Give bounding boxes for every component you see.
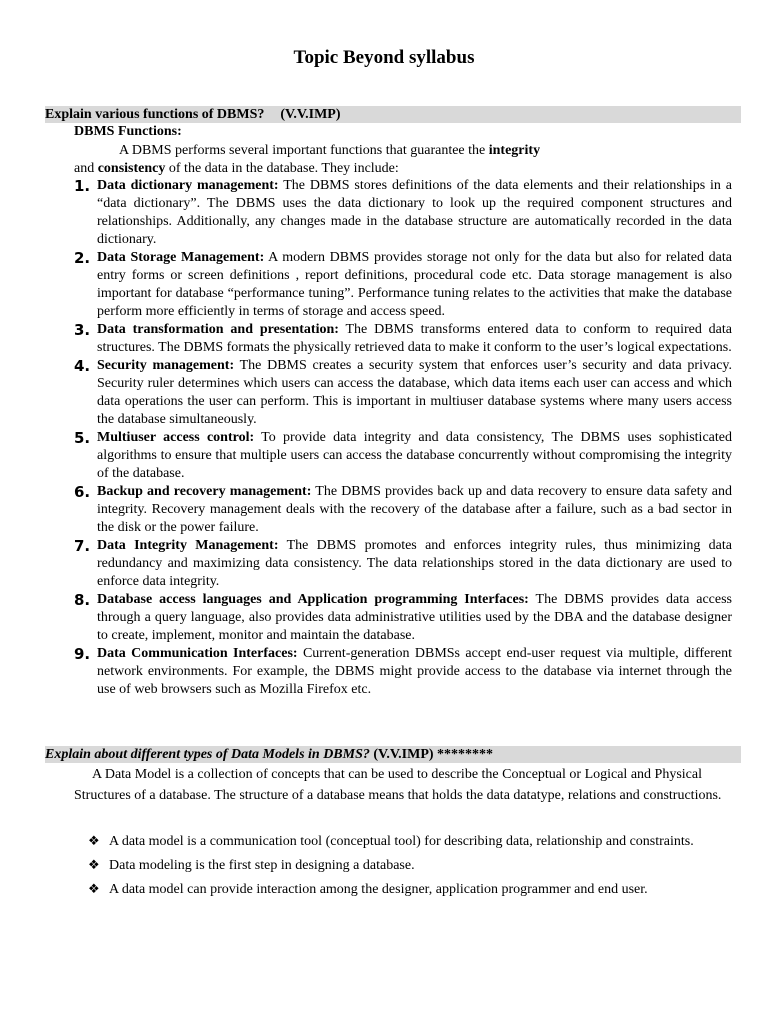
- item-number: 9.: [74, 645, 91, 663]
- diamond-bullet-icon: ❖: [88, 882, 100, 897]
- importance-tag: (V.V.IMP) ********: [373, 747, 494, 762]
- item-title: Data Communication Interfaces:: [97, 646, 298, 661]
- item-number: 8.: [74, 591, 91, 609]
- item-number: 6.: [74, 483, 91, 501]
- item-title: Data transformation and presentation:: [97, 322, 339, 337]
- question-heading-functions: [45, 106, 741, 123]
- item-number: 3.: [74, 321, 91, 339]
- item-text: The DBMS stores definitions of the data elements and their relationships in a “data dictionary”. The DBMS uses the data dictionary to look up the required component structures and relationships. Additionally, any changes made in the database structure are automatically recorded in the data dictionary.: [97, 178, 732, 247]
- item-title: Multiuser access control:: [97, 430, 255, 445]
- list-item: ❖ Data modeling is the first step in designing a database.: [88, 855, 728, 876]
- item-text: To provide data integrity and data consistency, The DBMS uses sophisticated algorithms to ensure that multiple users can access the database concurrently without compromising the integrity of the database.: [97, 430, 732, 481]
- list-item: ❖ A data model can provide interaction among the designer, application programmer and end user.: [88, 879, 728, 900]
- item-text: The DBMS provides back up and data recovery to ensure data safety and integrity. Recovery management deals with the recovery of the database after a failure, such as a bad sector in the disk or the power failure.: [97, 484, 732, 535]
- question-text: Explain various functions of DBMS?: [45, 107, 265, 122]
- item-title: Data Storage Management:: [97, 250, 265, 265]
- diamond-bullet-icon: ❖: [88, 834, 100, 849]
- item-text: A modern DBMS provides storage not only for the data but also for related data entry forms or screen definitions , report definitions, procedural code etc. Data storage management is also important for database “performance tuning”. Performance tuning relates to the activities that make the database perform more efficiently in terms of storage and access speed.: [97, 250, 732, 319]
- function-item: [74, 645, 732, 699]
- item-text: Current-generation DBMSs accept end-user request via multiple, different network environments. For example, the DBMS might provide access to the database via internet through the use of web browsers such as Mozilla Firefox etc.: [97, 646, 732, 697]
- question-text: Explain about different types of Data Models in DBMS?: [45, 747, 370, 762]
- item-title: Data Integrity Management:: [97, 538, 279, 553]
- item-title: Security management:: [97, 358, 235, 373]
- item-title: Backup and recovery management:: [97, 484, 312, 499]
- dbms-functions-list: [74, 177, 732, 699]
- item-number: 7.: [74, 537, 91, 555]
- function-item: [74, 429, 732, 483]
- consistency-term: consistency: [97, 161, 166, 176]
- item-text: The DBMS transforms entered data to conform to required data structures. The DBMS formats the physically retrieved data to make it conform to the user’s logical expectations.: [97, 322, 732, 355]
- item-number: 1.: [74, 177, 91, 195]
- subheading: DBMS Functions:: [74, 124, 182, 139]
- data-model-paragraph: A Data Model is a collection of concepts that can be used to describe the Conceptual or Logical and Physical Structures of a database. The structure of a database means that holds the data datatype, relations and constructions.: [74, 767, 722, 803]
- function-item: [74, 321, 732, 357]
- page-title: Topic Beyond syllabus: [293, 47, 475, 68]
- intro-line-2: and consistency of the data in the database. They include:: [74, 161, 399, 176]
- data-model-bullets: [88, 831, 728, 903]
- function-item: [74, 177, 732, 249]
- item-title: Database access languages and Application programming Interfaces:: [97, 592, 529, 607]
- function-item: [74, 357, 732, 429]
- list-item: ❖ A data model is a communication tool (conceptual tool) for describing data, relationship and constraints.: [88, 831, 728, 852]
- item-number: 4.: [74, 357, 91, 375]
- item-text: The DBMS creates a security system that enforces user’s security and data privacy. Security ruler determines which users can access the database, which data items each user can access and which data operations the user can perform. This is important in multiuser database systems where many users access the database simultaneously.: [97, 358, 732, 427]
- item-number: 2.: [74, 249, 91, 267]
- importance-tag: (V.V.IMP): [280, 107, 341, 122]
- integrity-term: integrity: [488, 143, 541, 158]
- intro-line-1: A DBMS performs several important functions that guarantee the integrity: [119, 143, 541, 158]
- diamond-bullet-icon: ❖: [88, 858, 100, 873]
- item-number: 5.: [74, 429, 91, 447]
- item-text: The DBMS provides data access through a query language, also provides data administrative utilities used by the DBA and the database designer to create, implement, monitor and maintain the database.: [97, 592, 733, 643]
- function-item: [74, 249, 732, 321]
- function-item: [74, 591, 732, 645]
- item-title: Data dictionary management:: [97, 178, 279, 193]
- function-item: [74, 483, 732, 537]
- item-text: The DBMS promotes and enforces integrity rules, thus minimizing data redundancy and maximizing data consistency. The data relationships stored in the data dictionary are used to enforce data integrity.: [97, 538, 732, 589]
- function-item: [74, 537, 732, 591]
- question-heading-data-models: [45, 746, 741, 763]
